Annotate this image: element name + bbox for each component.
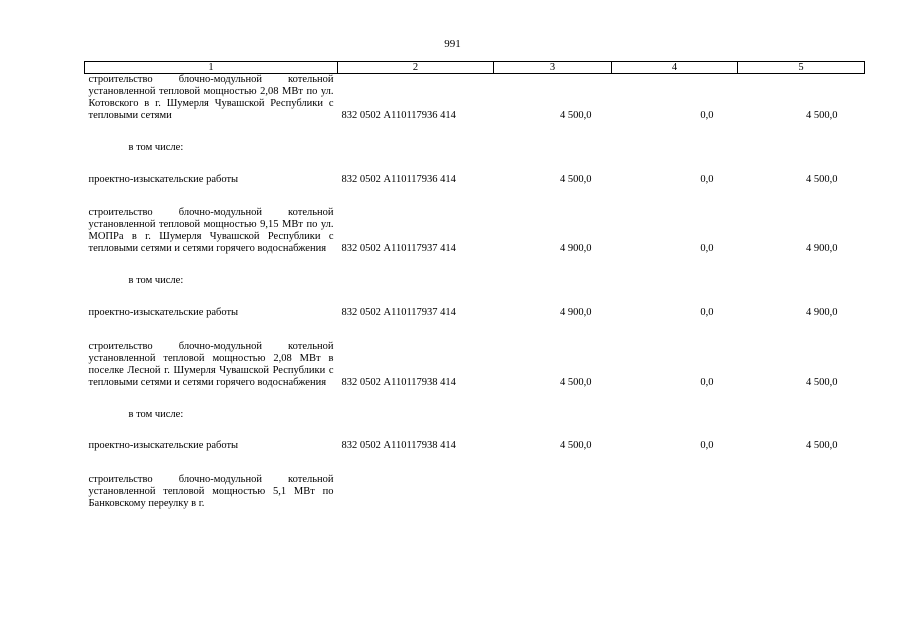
row-description: строительство блочно-модульной котельной установленной тепловой мощностью 2,08 МВт по ул. Котовского в г. Шумерля Чувашской Республики с тепловыми сетями <box>88 74 334 121</box>
table-row <box>85 440 865 452</box>
row-value-col4: 0,0 <box>700 243 714 255</box>
table-row <box>85 74 865 122</box>
row-spacer <box>85 319 865 341</box>
table-body <box>85 74 865 511</box>
row-value-col3: 4 500,0 <box>560 109 592 121</box>
row-description: проектно-изыскательские работы <box>88 440 239 452</box>
row-budget-code: 832 0502 А110117936 414 <box>341 173 456 185</box>
table-row <box>85 409 865 421</box>
row-value-col5: 4 500,0 <box>806 173 838 185</box>
row-value-col3: 4 900,0 <box>560 243 592 255</box>
row-subheading: в том числе: <box>128 141 184 153</box>
table-row <box>85 207 865 255</box>
row-description: строительство блочно-модульной котельной установленной тепловой мощностью 5,1 МВт по Банковскому переулку в г. <box>88 474 334 510</box>
row-spacer <box>85 185 865 207</box>
row-description: строительство блочно-модульной котельной установленной тепловой мощностью 9,15 МВт по ул. МОПРа в г. Шумерля Чувашской Республики с тепловыми сетями и сетями горячего водоснабжения <box>88 207 334 255</box>
row-description: проектно-изыскательские работы <box>88 173 239 185</box>
row-value-col3: 4 900,0 <box>560 306 592 318</box>
row-subheading: в том числе: <box>128 408 184 420</box>
column-header-4: 4 <box>612 62 738 74</box>
table-row <box>85 142 865 154</box>
row-spacer <box>85 389 865 409</box>
row-value-col4: 0,0 <box>700 109 714 121</box>
table-row <box>85 474 865 510</box>
row-description: проектно-изыскательские работы <box>88 306 239 318</box>
column-header-2: 2 <box>338 62 494 74</box>
row-value-col5: 4 900,0 <box>806 243 838 255</box>
column-header-3: 3 <box>494 62 612 74</box>
row-subheading: в том числе: <box>128 275 184 287</box>
row-spacer <box>85 154 865 174</box>
row-spacer <box>85 122 865 142</box>
row-budget-code: 832 0502 А110117938 414 <box>341 440 456 452</box>
column-header-1: 1 <box>85 62 338 74</box>
table-row <box>85 174 865 186</box>
page-number: 991 <box>444 38 461 50</box>
row-value-col4: 0,0 <box>700 440 714 452</box>
header-row <box>85 62 865 74</box>
row-value-col4: 0,0 <box>700 306 714 318</box>
row-budget-code: 832 0502 А110117936 414 <box>341 109 456 121</box>
row-description: строительство блочно-модульной котельной установленной тепловой мощностью 2,08 МВт в поселке Лесной г. Шумерля Чувашской Республики с тепловыми сетями и сетями горячего водоснабжения <box>88 340 334 388</box>
row-value-col5: 4 500,0 <box>806 376 838 388</box>
row-value-col5: 4 500,0 <box>806 440 838 452</box>
row-spacer <box>85 452 865 474</box>
row-value-col3: 4 500,0 <box>560 376 592 388</box>
column-header-5: 5 <box>738 62 865 74</box>
row-value-col4: 0,0 <box>700 173 714 185</box>
row-value-col4: 0,0 <box>700 376 714 388</box>
row-value-col3: 4 500,0 <box>560 173 592 185</box>
row-spacer <box>85 420 865 440</box>
row-budget-code: 832 0502 А110117937 414 <box>341 243 456 255</box>
row-budget-code: 832 0502 А110117938 414 <box>341 376 456 388</box>
table-header <box>85 62 865 74</box>
table-row <box>85 275 865 287</box>
row-value-col5: 4 900,0 <box>806 306 838 318</box>
table-row <box>85 341 865 389</box>
budget-table <box>84 61 865 510</box>
table-row <box>85 307 865 319</box>
row-budget-code: 832 0502 А110117937 414 <box>341 306 456 318</box>
row-spacer <box>85 255 865 275</box>
row-value-col3: 4 500,0 <box>560 440 592 452</box>
row-value-col5: 4 500,0 <box>806 109 838 121</box>
row-spacer <box>85 287 865 307</box>
